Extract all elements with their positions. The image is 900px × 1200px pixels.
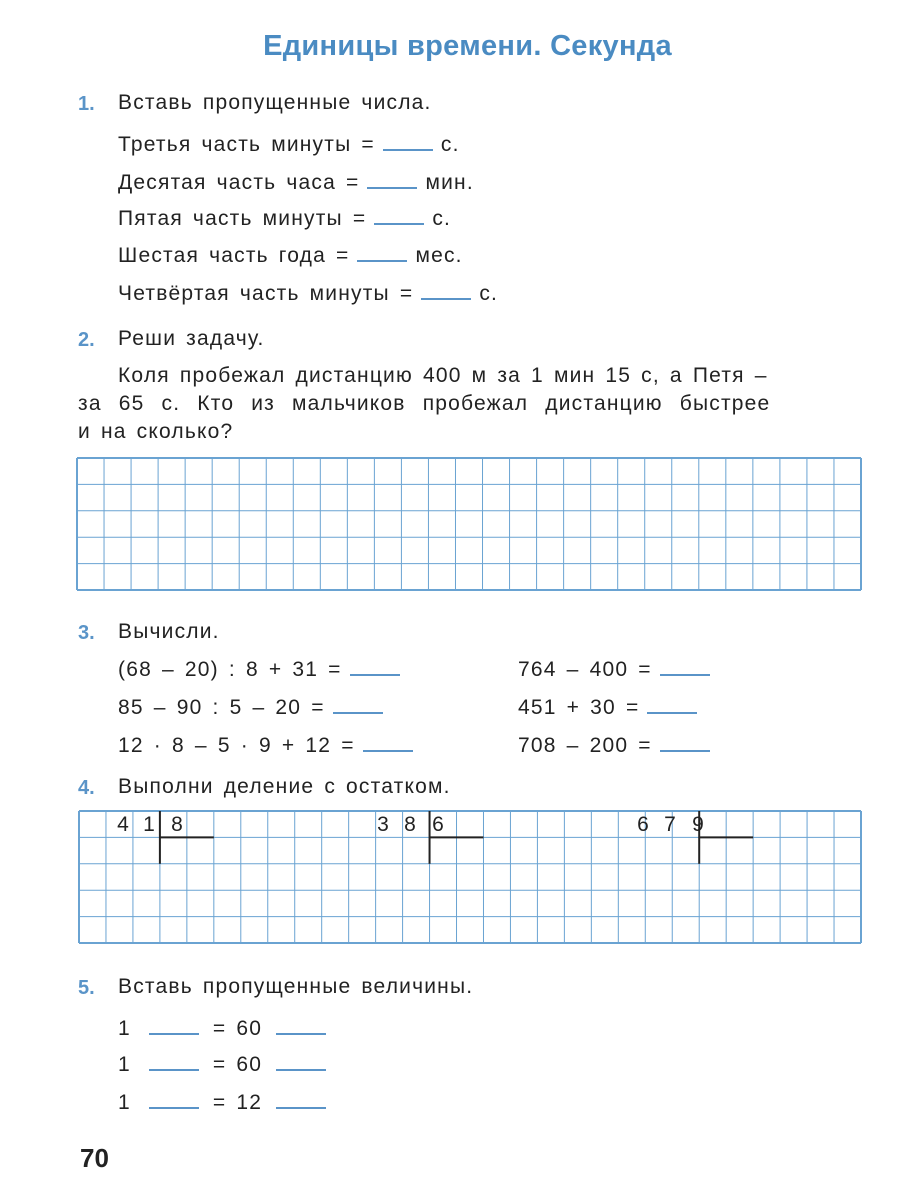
task1-line-1-unit: с. (440, 133, 460, 156)
answer-blank[interactable] (363, 730, 413, 752)
division-2-dividend-digit-1: 3 (377, 813, 389, 836)
expression: 451 + 30 = (518, 696, 640, 719)
task5-line-1 (118, 1013, 334, 1041)
task1-line-5 (118, 278, 498, 306)
division-2-dividend-digit-2: 8 (404, 813, 416, 836)
task1-line-4-text: Шестая часть года = (118, 244, 350, 267)
unit-blank[interactable] (276, 1013, 326, 1035)
quantity-number: 1 (118, 1053, 131, 1076)
answer-blank[interactable] (647, 692, 697, 714)
task1-line-5-text: Четвёртая часть минуты = (118, 282, 414, 305)
division-3-dividend-digit-2: 7 (664, 813, 676, 836)
task4-heading: Выполни деление с остатком. (118, 775, 451, 798)
answer-blank[interactable] (357, 240, 407, 262)
equals-value: = 12 (212, 1091, 263, 1114)
answer-blank[interactable] (367, 167, 417, 189)
unit-blank[interactable] (149, 1013, 199, 1035)
task5-line-3 (118, 1087, 334, 1115)
task1-line-2-unit: мин. (425, 171, 474, 194)
quantity-number: 1 (118, 1017, 131, 1040)
expression: (68 – 20) : 8 + 31 = (118, 658, 342, 681)
task1-line-1 (118, 129, 460, 157)
answer-blank[interactable] (660, 730, 710, 752)
division-3-divisor: 9 (692, 813, 704, 836)
expression: 85 – 90 : 5 – 20 = (118, 696, 325, 719)
task4-answer-grid[interactable] (78, 810, 862, 944)
task1-line-2 (118, 167, 474, 195)
division-2-divisor: 6 (432, 813, 444, 836)
task5-heading: Вставь пропущенные величины. (118, 975, 474, 998)
task2-answer-grid[interactable] (76, 457, 862, 591)
task3-expr-right-2 (518, 692, 705, 720)
task3-expr-left-3 (118, 730, 421, 758)
division-1-divisor: 8 (171, 813, 183, 836)
task3-expr-right-3 (518, 730, 718, 758)
answer-blank[interactable] (660, 654, 710, 676)
unit-blank[interactable] (149, 1087, 199, 1109)
task1-line-4-unit: мес. (415, 244, 463, 267)
task1-line-4 (118, 240, 463, 268)
task3-expr-left-1 (118, 654, 408, 682)
task5-number: 5. (78, 977, 95, 999)
answer-blank[interactable] (421, 278, 471, 300)
task1-line-3 (118, 203, 451, 231)
task3-heading: Вычисли. (118, 620, 220, 643)
expression: 12 · 8 – 5 · 9 + 12 = (118, 734, 355, 757)
task1-line-1-text: Третья часть минуты = (118, 133, 375, 156)
division-1-dividend-digit-1: 4 (117, 813, 129, 836)
task4-number: 4. (78, 777, 95, 799)
task1-number: 1. (78, 93, 95, 115)
equals-value: = 60 (212, 1053, 263, 1076)
page-number: 70 (80, 1143, 109, 1173)
page-title: Единицы времени. Секунда (263, 30, 672, 62)
answer-blank[interactable] (374, 203, 424, 225)
task3-expr-left-2 (118, 692, 391, 720)
equals-value: = 60 (212, 1017, 263, 1040)
task3-expr-right-1 (518, 654, 718, 682)
task2-number: 2. (78, 329, 95, 351)
unit-blank[interactable] (276, 1049, 326, 1071)
division-3-dividend-digit-1: 6 (637, 813, 649, 836)
task2-heading: Реши задачу. (118, 327, 265, 350)
task2-problem-line-1: Коля пробежал дистанцию 400 м за 1 мин 15 с, а Петя – (118, 364, 768, 387)
answer-blank[interactable] (333, 692, 383, 714)
division-1-dividend-digit-2: 1 (143, 813, 155, 836)
task5-line-2 (118, 1049, 334, 1077)
answer-blank[interactable] (383, 129, 433, 151)
task2-problem-line-2: за 65 с. Кто из мальчиков пробежал дистанцию быстрее (78, 392, 771, 415)
task1-line-5-unit: с. (479, 282, 499, 305)
answer-blank[interactable] (350, 654, 400, 676)
expression: 764 – 400 = (518, 658, 652, 681)
task1-line-2-text: Десятая часть часа = (118, 171, 360, 194)
task1-line-3-text: Пятая часть минуты = (118, 207, 367, 230)
quantity-number: 1 (118, 1091, 131, 1114)
expression: 708 – 200 = (518, 734, 652, 757)
task3-number: 3. (78, 622, 95, 644)
task1-heading: Вставь пропущенные числа. (118, 91, 432, 114)
unit-blank[interactable] (276, 1087, 326, 1109)
task2-problem-line-3: и на сколько? (78, 420, 234, 443)
task1-line-3-unit: с. (432, 207, 452, 230)
unit-blank[interactable] (149, 1049, 199, 1071)
